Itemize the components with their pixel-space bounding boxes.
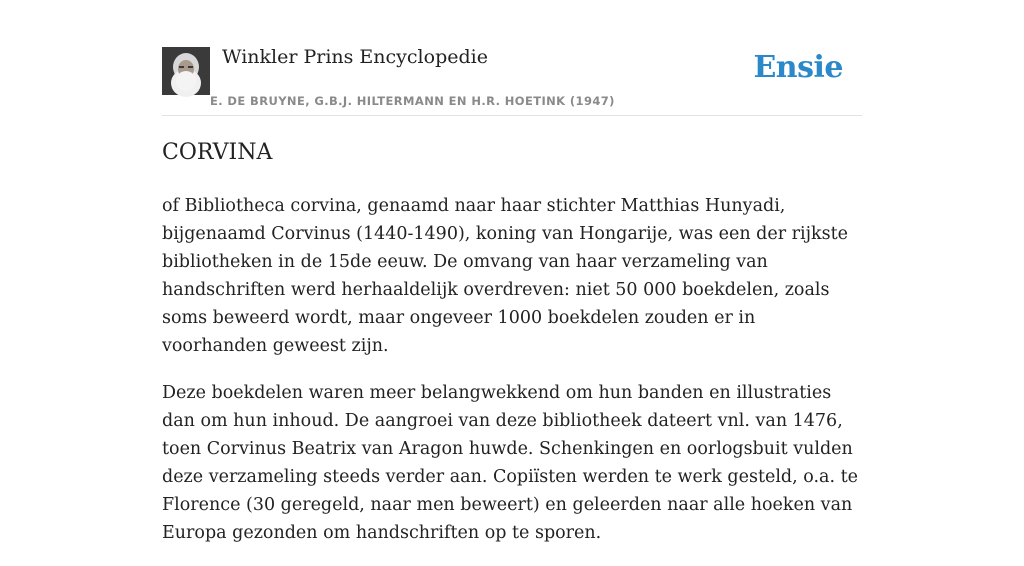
header [162,45,862,116]
authors-credit: E. DE BRUYNE, G.B.J. HILTERMANN EN H.R. HOETINK (1947) [210,94,615,108]
site-title[interactable]: Winkler Prins Encyclopedie [222,46,488,68]
article-headword: CORVINA [162,140,273,165]
article-body [162,192,862,566]
article-paragraph: Deze boekdelen waren meer belangwekkend om hun banden en illustraties dan om hun inhoud. De aangroei van deze bibliotheek dateert vnl. van 1476, toen Corvinus Beatrix van Aragon huwde. Schenkingen en oorlogsbuit vulden deze verzameling steeds verder aan. Copiïsten werden te werk gesteld, o.a. te Florence (30 geregeld, naar men beweert) en geleerden naar alle hoeken van Europa gezonden om handschriften op te sporen. [162,383,859,543]
portrait-icon [162,47,210,95]
author-avatar [162,47,210,95]
brand-logo[interactable]: Ensie [753,50,843,85]
article-paragraph: of Bibliotheca corvina, genaamd naar haar stichter Matthias Hunyadi, bijgenaamd Corvinus (1440-1490), koning van Hongarije, was een der rijkste bibliotheken in de 15de eeuw. De omvang van haar verzameling van handschriften werd herhaaldelijk overdreven: niet 50 000 boekdelen, zoals soms beweerd wordt, maar ongeveer 1000 boekdelen zouden er in voorhanden geweest zijn. [162,196,849,356]
